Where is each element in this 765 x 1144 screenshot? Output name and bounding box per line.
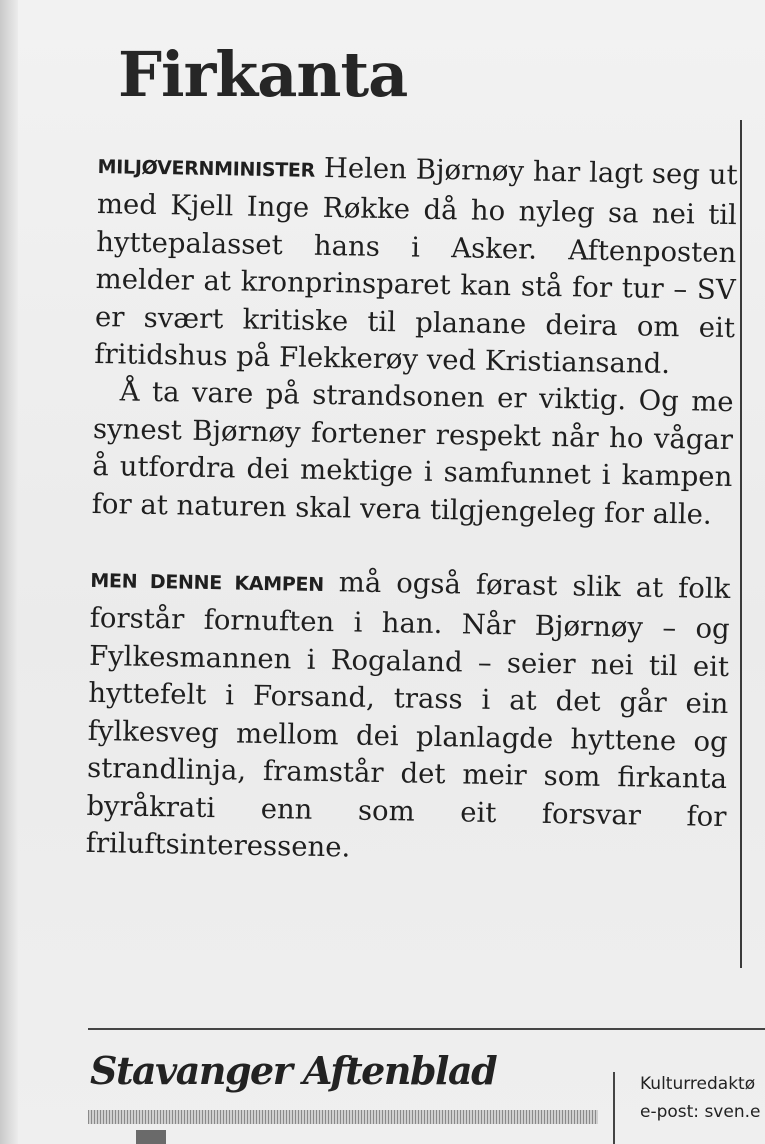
editor-label: Kulturredaktø <box>640 1074 756 1094</box>
paragraph-3-lead: MEN DENNE KAMPEN <box>90 569 324 597</box>
column-rule <box>740 120 742 968</box>
paragraph-2 <box>91 373 734 534</box>
paragraph-2-text: Å ta vare på strandsonen er viktig. Og me synest Bjørnøy fortener respekt når ho vågar å utfordra dei mektige i samfunnet i kampen for at naturen skal vera tilgjengeleg for alle. <box>91 375 734 531</box>
cropped-icon-fragment <box>136 1130 166 1144</box>
footer-divider <box>613 1072 615 1144</box>
article-title: Firkanta <box>118 38 408 111</box>
footer-rule <box>88 1028 765 1030</box>
newspaper-masthead: Stavanger Aftenblad <box>90 1048 497 1093</box>
paragraph-1 <box>94 146 738 385</box>
paragraph-3 <box>85 560 730 873</box>
paragraph-3-text: må også førast slik at folk forstår fornuften i han. Når Bjørnøy – og Fylkesmannen i Rogaland – seier nei til eit hyttefelt i Forsand, trass i at det går ein fylkesveg mellom dei planlagde hyttene og strandlinja, framstår det meir som firkanta byråkrati enn som eit forsvar for friluftsinteressene. <box>85 566 731 864</box>
masthead-hatch-bar <box>88 1110 598 1124</box>
paragraph-1-text: Helen Bjørnøy har lagt seg ut med Kjell Inge Røkke då ho nyleg sa nei til hyttepalasset hans i Asker. Aftenposten melder at kronprinsparet kan stå for tur – SV er svært kritiske til planane deira om eit fritidshus på Flekkerøy ved Kristiansand. <box>94 151 738 381</box>
editor-email: e-post: sven.e <box>640 1102 761 1122</box>
paragraph-1-lead: MILJØVERNMINISTER <box>97 155 316 182</box>
scan-edge-shadow <box>0 0 18 1144</box>
article-body <box>85 146 737 873</box>
